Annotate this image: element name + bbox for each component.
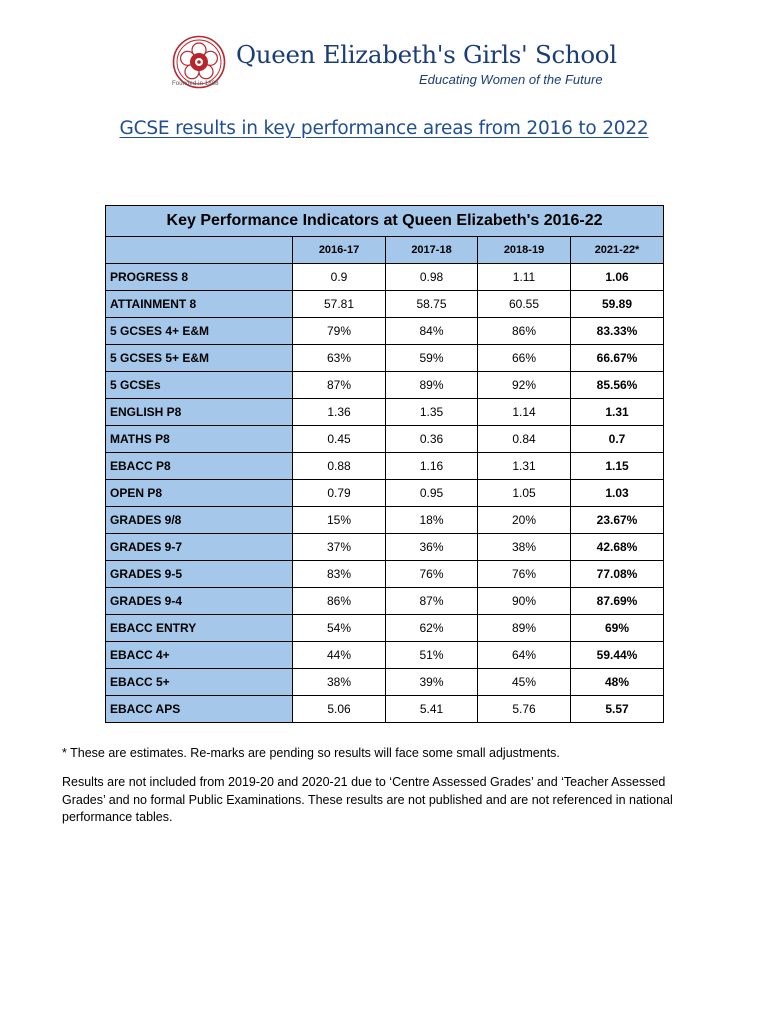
table-cell: 0.7	[571, 426, 664, 453]
table-cell: 48%	[571, 669, 664, 696]
table-cell: 15%	[293, 507, 386, 534]
table-cell: 92%	[478, 372, 571, 399]
table-cell: 1.16	[386, 453, 478, 480]
table-row	[106, 426, 664, 453]
table-cell: 42.68%	[571, 534, 664, 561]
table-cell: 86%	[293, 588, 386, 615]
table-cell: 45%	[478, 669, 571, 696]
header-blank-cell	[106, 237, 293, 264]
table-row	[106, 480, 664, 507]
row-label: EBACC 4+	[106, 642, 293, 669]
table-cell: 36%	[386, 534, 478, 561]
table-row	[106, 669, 664, 696]
table-cell: 87.69%	[571, 588, 664, 615]
table-cell: 23.67%	[571, 507, 664, 534]
table-cell: 1.31	[478, 453, 571, 480]
table-row	[106, 399, 664, 426]
table-row	[106, 291, 664, 318]
table-cell: 57.81	[293, 291, 386, 318]
table-cell: 1.31	[571, 399, 664, 426]
table-cell: 87%	[386, 588, 478, 615]
table-cell: 79%	[293, 318, 386, 345]
tudor-rose-crest-icon	[172, 28, 226, 98]
table-cell: 1.36	[293, 399, 386, 426]
table-cell: 5.57	[571, 696, 664, 723]
table-cell: 1.35	[386, 399, 478, 426]
exclusion-note: Results are not included from 2019-20 and 2020-21 due to ‘Centre Assessed Grades’ and ‘Teacher Assessed Grades’ and no formal Public Examinations. These results are not published and are not referenced in national performance tables.	[62, 775, 673, 824]
table-cell: 20%	[478, 507, 571, 534]
table-cell: 58.75	[386, 291, 478, 318]
table-cell: 89%	[478, 615, 571, 642]
table-cell: 1.03	[571, 480, 664, 507]
row-label: 5 GCSES 5+ E&M	[106, 345, 293, 372]
column-header: 2017-18	[386, 237, 478, 264]
table-cell: 77.08%	[571, 561, 664, 588]
table-cell: 1.14	[478, 399, 571, 426]
table-cell: 0.9	[293, 264, 386, 291]
table-row	[106, 696, 664, 723]
school-name: Queen Elizabeth's Girls' School	[236, 40, 617, 69]
table-cell: 0.84	[478, 426, 571, 453]
table-row	[106, 264, 664, 291]
table-cell: 60.55	[478, 291, 571, 318]
table-caption: Key Performance Indicators at Queen Elizabeth's 2016-22	[106, 206, 664, 237]
table-cell: 5.76	[478, 696, 571, 723]
column-header: 2016-17	[293, 237, 386, 264]
table-row	[106, 588, 664, 615]
kpi-table	[105, 205, 664, 723]
table-header-row	[106, 237, 664, 264]
table-cell: 83.33%	[571, 318, 664, 345]
row-label: OPEN P8	[106, 480, 293, 507]
row-label: GRADES 9-7	[106, 534, 293, 561]
table-cell: 0.79	[293, 480, 386, 507]
table-body	[106, 264, 664, 723]
row-label: GRADES 9-5	[106, 561, 293, 588]
school-tagline: Educating Women of the Future	[419, 72, 603, 87]
table-cell: 1.05	[478, 480, 571, 507]
table-cell: 44%	[293, 642, 386, 669]
table-row	[106, 642, 664, 669]
table-cell: 59%	[386, 345, 478, 372]
row-label: ATTAINMENT 8	[106, 291, 293, 318]
table-cell: 37%	[293, 534, 386, 561]
row-label: ENGLISH P8	[106, 399, 293, 426]
founded-label: Founded in 1888	[172, 81, 219, 87]
table-cell: 84%	[386, 318, 478, 345]
table-cell: 54%	[293, 615, 386, 642]
table-cell: 62%	[386, 615, 478, 642]
column-header: 2021-22*	[571, 237, 664, 264]
table-cell: 0.98	[386, 264, 478, 291]
table-cell: 76%	[478, 561, 571, 588]
row-label: EBACC 5+	[106, 669, 293, 696]
table-cell: 76%	[386, 561, 478, 588]
table-cell: 89%	[386, 372, 478, 399]
table-row	[106, 507, 664, 534]
table-row	[106, 561, 664, 588]
row-label: MATHS P8	[106, 426, 293, 453]
table-cell: 66.67%	[571, 345, 664, 372]
table-cell: 69%	[571, 615, 664, 642]
row-label: 5 GCSES 4+ E&M	[106, 318, 293, 345]
table-cell: 0.45	[293, 426, 386, 453]
table-cell: 1.15	[571, 453, 664, 480]
row-label: EBACC ENTRY	[106, 615, 293, 642]
row-label: GRADES 9/8	[106, 507, 293, 534]
table-cell: 0.36	[386, 426, 478, 453]
table-cell: 64%	[478, 642, 571, 669]
table-cell: 1.06	[571, 264, 664, 291]
row-label: EBACC APS	[106, 696, 293, 723]
row-label: PROGRESS 8	[106, 264, 293, 291]
page-title: GCSE results in key performance areas from 2016 to 2022	[119, 118, 649, 139]
table-row	[106, 318, 664, 345]
row-label: GRADES 9-4	[106, 588, 293, 615]
table-cell: 39%	[386, 669, 478, 696]
table-cell: 90%	[478, 588, 571, 615]
row-label: 5 GCSEs	[106, 372, 293, 399]
school-header	[172, 26, 617, 98]
estimate-note: * These are estimates. Re-marks are pending so results will face some small adjustments.	[62, 746, 560, 760]
table-cell: 66%	[478, 345, 571, 372]
table-row	[106, 372, 664, 399]
table-cell: 59.44%	[571, 642, 664, 669]
table-cell: 59.89	[571, 291, 664, 318]
table-cell: 0.88	[293, 453, 386, 480]
table-row	[106, 453, 664, 480]
row-label: EBACC P8	[106, 453, 293, 480]
table-cell: 38%	[293, 669, 386, 696]
table-cell: 87%	[293, 372, 386, 399]
table-cell: 38%	[478, 534, 571, 561]
table-cell: 83%	[293, 561, 386, 588]
table-cell: 86%	[478, 318, 571, 345]
table-cell: 0.95	[386, 480, 478, 507]
table-cell: 18%	[386, 507, 478, 534]
column-header: 2018-19	[478, 237, 571, 264]
table-cell: 63%	[293, 345, 386, 372]
table-cell: 1.11	[478, 264, 571, 291]
table-cell: 85.56%	[571, 372, 664, 399]
table-cell: 5.41	[386, 696, 478, 723]
table-row	[106, 534, 664, 561]
table-row	[106, 345, 664, 372]
table-row	[106, 615, 664, 642]
table-cell: 5.06	[293, 696, 386, 723]
table-cell: 51%	[386, 642, 478, 669]
